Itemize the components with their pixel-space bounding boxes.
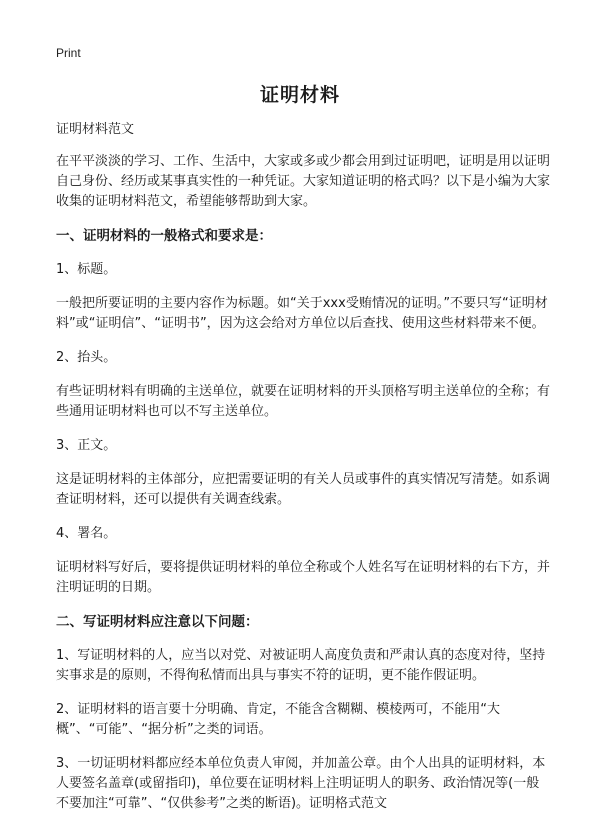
section-heading-notes: 二、写证明材料应注意以下问题： (56, 614, 259, 630)
print-link[interactable]: Print (56, 46, 81, 60)
item-label-signature: 4、署名。 (56, 526, 117, 541)
item-text-signature: 证明材料写好后，要将提供证明材料的单位全称或个人姓名写在证明材料的右下方，并注明证明的日期。 (56, 560, 551, 595)
item-text-header: 有些证明材料有明确的主送单位，就要在证明材料的开头顶格写明主送单位的全称；有些通用证明材料也可以不写主送单位。 (56, 384, 551, 419)
note-paragraph-2: 2、证明材料的语言要十分明确、肯定，不能含含糊糊、模棱两可，不能用“大概”、“可能”、“据分析”之类的词语。 (56, 702, 501, 737)
intro-paragraph: 在平平淡淡的学习、工作、生活中，大家或多或少都会用到过证明吧，证明是用以证明自己身份、经历或某事真实性的一种凭证。大家知道证明的格式吗？以下是小编为大家收集的证明材料范文，希望能够帮助到大家。 (56, 154, 551, 209)
note-paragraph-1: 1、写证明材料的人，应当以对党、对被证明人高度负责和严肃认真的态度对待，坚持实事求是的原则，不得徇私情而出具与事实不符的证明，更不能作假证明。 (56, 648, 546, 683)
note-paragraph-3: 3、一切证明材料都应经本单位负责人审阅，并加盖公章。由个人出具的证明材料，本人要签名盖章(或留指印)，单位要在证明材料上注明证明人的职务、政治情况等(一般不要加注“可靠”、“仅供参考”之类的断语)。证明格式范文 (56, 756, 546, 811)
item-text-title: 一般把所要证明的主要内容作为标题。如“关于xxx受贿情况的证明。”不要只写“证明材料”或“证明信”、“证明书”，因为这会给对方单位以后查找、使用这些材料带来不便。 (56, 296, 548, 331)
item-text-body: 这是证明材料的主体部分，应把需要证明的有关人员或事件的真实情况写清楚。如系调查证明材料，还可以提供有关调查线索。 (56, 472, 551, 507)
document-subtitle: 证明材料范文 (56, 122, 135, 137)
document-body (56, 120, 552, 828)
item-label-header: 2、抬头。 (56, 350, 117, 365)
item-label-body: 3、正文。 (56, 438, 117, 453)
section-heading-format: 一、证明材料的一般格式和要求是： (56, 228, 272, 244)
item-label-title: 1、标题。 (56, 262, 117, 277)
document-title: 证明材料 (259, 84, 340, 106)
